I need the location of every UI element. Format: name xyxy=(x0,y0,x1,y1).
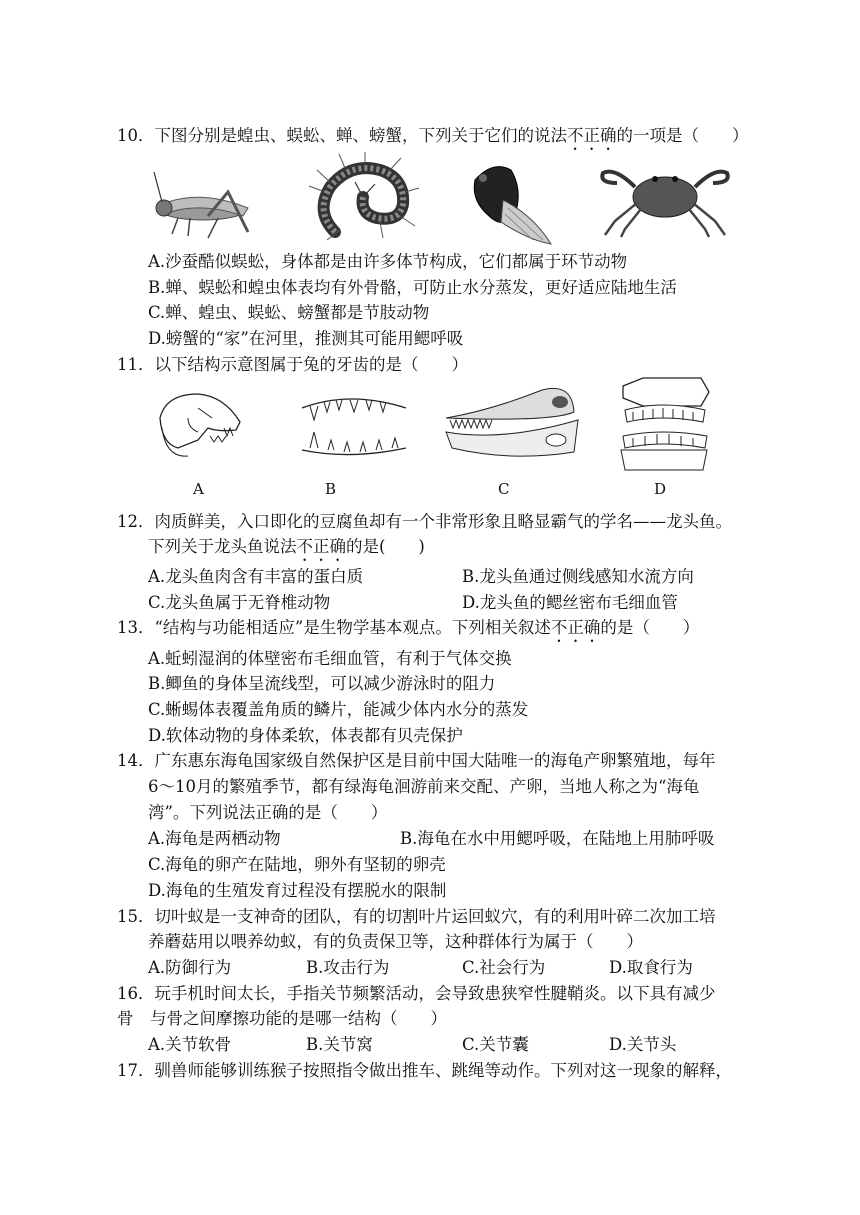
q11-label-b: B xyxy=(325,480,337,498)
emphasis-not-correct: 不正确 xyxy=(296,537,346,556)
q10-option-b: B.蝉、蜈蚣和蝗虫体表均有外骨骼，可防止水分蒸发，更好适应陆地生活 xyxy=(148,278,677,297)
q16-option-c: C.关节囊 xyxy=(462,1035,529,1054)
q14-option-d: D.海龟的生殖发育过程没有摆脱水的限制 xyxy=(148,881,447,900)
q14-option-b: B.海龟在水中用鳃呼吸，在陆地上用肺呼吸 xyxy=(400,829,715,848)
q10-option-d: D.螃蟹的“家”在河里，推测其可能用鳃呼吸 xyxy=(148,329,464,348)
q16-stem-line1: 16．玩手机时间太长，手指关节频繁活动，会导致患狭窄性腱鞘炎。以下具有减少 xyxy=(117,984,716,1003)
q15-stem-line1: 15．切叶蚁是一支神奇的团队，有的切割叶片运回蚁穴，有的利用叶碎二次加工培 xyxy=(117,907,716,926)
q12-stem-line2: 下列关于龙头鱼说法不正确的是( ) xyxy=(148,537,425,556)
q13-option-b: B.鲫鱼的身体呈流线型，可以减少游泳时的阻力 xyxy=(148,674,496,693)
q17-stem-line1: 17．驯兽师能够训练猴子按照指令做出推车、跳绳等动作。下列对这一现象的解释， xyxy=(117,1061,732,1080)
q12-option-d: D.龙头鱼的鳃丝密布毛细血管 xyxy=(462,593,678,612)
q14-option-c: C.海龟的卵产在陆地，卵外有坚韧的卵壳 xyxy=(148,855,446,874)
cicada-image xyxy=(463,160,555,246)
q11-stem: 11．以下结构示意图属于兔的牙齿的是（ ） xyxy=(117,355,468,374)
human-dentition-d xyxy=(613,376,711,476)
q16-option-d: D.关节头 xyxy=(609,1035,677,1054)
crocodile-skull-c xyxy=(442,382,582,462)
emphasis-not-correct: 不正确 xyxy=(567,126,617,145)
emphasis-not-correct: 不正确 xyxy=(550,618,601,637)
grasshopper-image xyxy=(148,172,266,242)
q11-label-a: A xyxy=(193,480,204,498)
q16-option-b: B.关节窝 xyxy=(306,1035,373,1054)
q14-stem-line1: 14．广东惠东海龟国家级自然保护区是目前中国大陆唯一的海龟产卵繁殖地，每年 xyxy=(117,751,716,770)
q12-option-a: A.龙头鱼肉含有丰富的蛋白质 xyxy=(148,567,364,586)
q10-option-a: A.沙蚕酷似蜈蚣，身体都是由许多体节构成，它们都属于环节动物 xyxy=(148,252,628,271)
jaw-diagram-b xyxy=(300,388,410,460)
q14-stem-line3: 湾”。下列说法正确的是（ ） xyxy=(148,803,388,822)
q12-stem-line1: 12．肉质鲜美，入口即化的豆腐鱼却有一个非常形象且略显霸气的学名——龙头鱼。 xyxy=(117,512,732,531)
q15-option-d: D.取食行为 xyxy=(609,958,693,977)
q15-option-c: C.社会行为 xyxy=(462,958,546,977)
q10-stem: 10．下图分别是蝗虫、蜈蚣、蝉、螃蟹，下列关于它们的说法不正确的一项是（ ） xyxy=(117,126,749,145)
q10-option-c: C.蝉、蝗虫、蜈蚣、螃蟹都是节肢动物 xyxy=(148,303,430,322)
q15-stem-line2: 养蘑菇用以喂养幼蚁，有的负责保卫等，这种群体行为属于（ ） xyxy=(148,932,643,951)
q13-option-a: A.蚯蚓湿润的体壁密布毛细血管，有利于气体交换 xyxy=(148,649,512,668)
q12-option-c: C.龙头鱼属于无脊椎动物 xyxy=(148,593,331,612)
q15-option-a: A.防御行为 xyxy=(148,958,232,977)
q13-stem: 13．“结构与功能相适应”是生物学基本观点。下列相关叙述不正确的是（ ） xyxy=(117,618,700,637)
centipede-image xyxy=(305,152,423,244)
q14-option-a: A.海龟是两栖动物 xyxy=(148,829,281,848)
q11-label-d: D xyxy=(654,480,667,498)
q16-option-a: A.关节软骨 xyxy=(148,1035,232,1054)
q14-stem-line2: 6～10月的繁殖季节，都有绿海龟洄游前来交配、产卵，当地人称之为“海龟 xyxy=(148,777,700,796)
q13-option-c: C.蜥蜴体表覆盖角质的鳞片，能减少体内水分的蒸发 xyxy=(148,700,529,719)
q12-option-b: B.龙头鱼通过侧线感知水流方向 xyxy=(462,567,694,586)
q11-label-c: C xyxy=(498,480,510,498)
q13-option-d: D.软体动物的身体柔软，体表都有贝壳保护 xyxy=(148,726,463,745)
q15-option-b: B.攻击行为 xyxy=(306,958,390,977)
skull-diagram-a xyxy=(158,388,244,460)
q16-stem-line2: 骨 与骨之间摩擦功能的是哪一结构（ ） xyxy=(117,1009,447,1028)
crab-image xyxy=(595,157,735,237)
